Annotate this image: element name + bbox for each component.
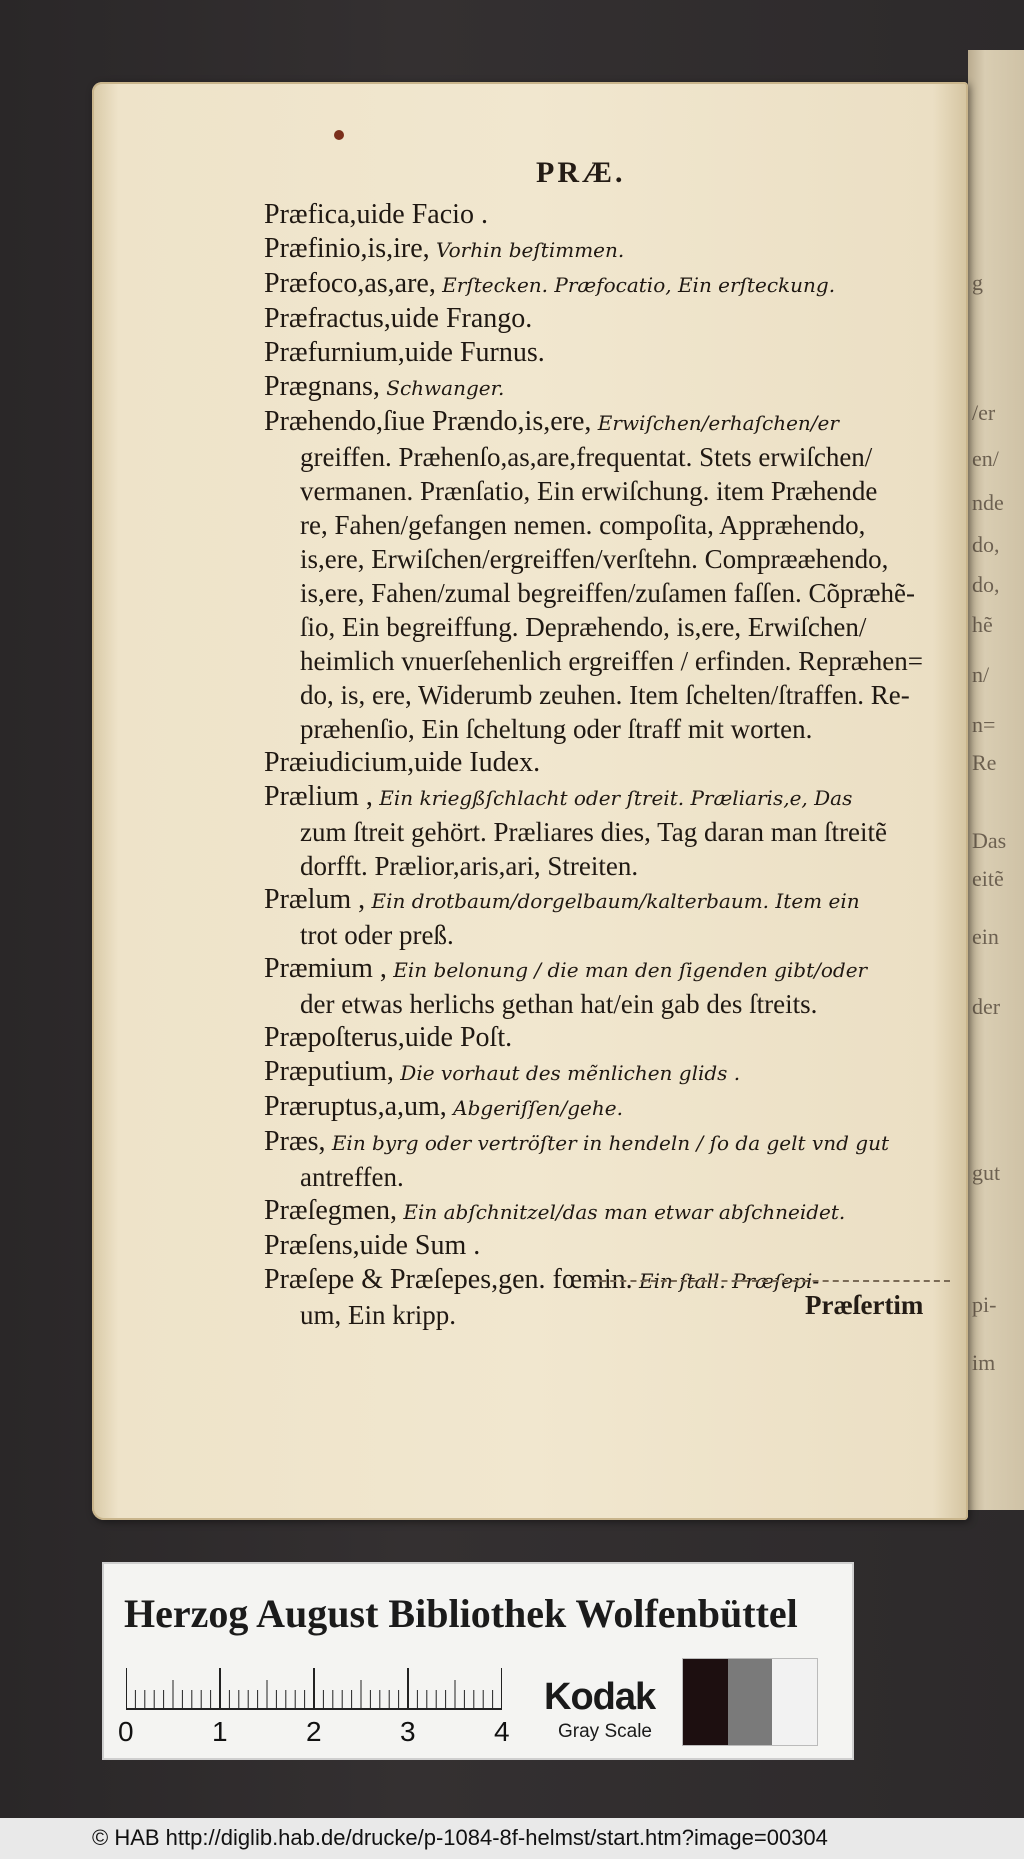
gray-swatch bbox=[772, 1659, 817, 1745]
entry-gloss: Vorhin beſtimmen. bbox=[429, 238, 625, 262]
dictionary-entry bbox=[264, 232, 954, 267]
ruler-number: 0 bbox=[118, 1716, 134, 1747]
entry-gloss: Erſtecken. Præfocatio, Ein erſteckung. bbox=[435, 273, 836, 297]
entry-lemma: Præfurnium,uide Furnus. bbox=[264, 337, 545, 368]
entry-continuation-line: præhenſio, Ein ſcheltung oder ſtraff mit worten. bbox=[300, 714, 813, 744]
entry-continuation-line: is,ere, Erwiſchen/ergreiffen/verſtehn. Comprææhendo, bbox=[300, 544, 889, 574]
dictionary-entry bbox=[264, 746, 954, 780]
entry-lemma: Præhendo,ſiue Prændo,is,ere, bbox=[264, 406, 592, 437]
dictionary-entry bbox=[264, 1055, 954, 1090]
entry-continuation-line: is,ere, Fahen/zumal begreiffen/zuſamen faſſen. Cõpræhẽ- bbox=[300, 578, 916, 608]
entry-continuation-line: um, Ein kripp. bbox=[300, 1300, 456, 1330]
library-name: Herzog August Bibliothek Wolfenbüttel bbox=[124, 1591, 798, 1636]
entry-gloss: Die vorhaut des mẽnlichen glids . bbox=[393, 1061, 741, 1085]
entry-gloss: Ein abſchnitzel/das man etwar abſchneidet. bbox=[397, 1200, 846, 1224]
entry-gloss: Ein drotbaum/dorgelbaum/kalterbaum. Item ein bbox=[365, 889, 860, 913]
ruler-number: 2 bbox=[306, 1716, 322, 1747]
entry-lemma: Præiudicium,uide Iudex. bbox=[264, 747, 541, 778]
entry-continuation-line: do, is, ere, Widerumb zeuhen. Item ſchelten/ſtraffen. Re- bbox=[300, 680, 910, 710]
ruler-numbers bbox=[118, 1716, 538, 1750]
entry-lemma: Præputium, bbox=[264, 1056, 394, 1087]
color-scale-card bbox=[102, 1562, 854, 1760]
entry-lemma: Prælium , bbox=[264, 781, 373, 812]
footer-url: © HAB http://diglib.hab.de/drucke/p-1084-8f-helmst/start.htm?image=00304 bbox=[92, 1825, 828, 1850]
ruler-number: 3 bbox=[400, 1716, 416, 1747]
entry-gloss: Schwanger. bbox=[379, 376, 505, 400]
entry-lemma: Præſens,uide Sum . bbox=[264, 1230, 481, 1261]
dictionary-entry bbox=[264, 302, 954, 336]
entry-lemma: Præfinio,is,ire, bbox=[264, 233, 430, 264]
entry-continuation-line: zum ſtreit gehört. Præliares dies, Tag daran man ſtreitẽ bbox=[300, 817, 887, 847]
entry-lemma: Præruptus,a,um, bbox=[264, 1091, 447, 1122]
ruler-number: 1 bbox=[212, 1716, 228, 1747]
entry-continuation-line: antreffen. bbox=[300, 1162, 404, 1192]
kodak-logo: Kodak bbox=[544, 1676, 656, 1718]
gray-swatch bbox=[683, 1659, 728, 1745]
dictionary-entry bbox=[264, 267, 954, 302]
entry-gloss: Ein byrg oder vertröſter in hendeln / ſo da gelt vnd gut bbox=[325, 1131, 889, 1155]
ruler-number: 4 bbox=[494, 1716, 510, 1747]
entry-lemma: Prælum , bbox=[264, 884, 366, 915]
entry-gloss: Erwiſchen/erhaſchen/er bbox=[591, 411, 839, 435]
dictionary-entry bbox=[264, 405, 954, 440]
entry-continuation-line: dorfft. Prælior,aris,ari, Streiten. bbox=[300, 851, 639, 881]
entry-gloss: Ein kriegßſchlacht oder ſtreit. Præliaris,e, Das bbox=[372, 786, 853, 810]
dictionary-entry bbox=[264, 780, 954, 815]
dictionary-entry bbox=[264, 952, 954, 987]
ruler-ticks bbox=[126, 1668, 502, 1710]
gray-scale-label: Gray Scale bbox=[558, 1721, 652, 1742]
entry-continuation-line: der etwas herlichs gethan hat/ein gab des ſtreits. bbox=[300, 989, 818, 1019]
dictionary-entry bbox=[264, 1090, 954, 1125]
entry-lemma: Prægnans, bbox=[264, 371, 380, 402]
running-head: PRÆ. bbox=[536, 156, 626, 189]
facing-page-edge: g /er en/ nde do, do, hẽ n/ n= Re Das eitẽ ein der gut pi- im bbox=[968, 50, 1024, 1510]
gray-swatches bbox=[682, 1658, 818, 1746]
entry-continuation-line: re, Fahen/gefangen nemen. compoſita, Appræhendo, bbox=[300, 510, 866, 540]
ink-stain bbox=[334, 130, 344, 140]
entry-lemma: Præfractus,uide Frango. bbox=[264, 303, 533, 334]
footer-bar bbox=[0, 1818, 1024, 1859]
dictionary-entry bbox=[264, 1021, 954, 1055]
dictionary-entry bbox=[264, 198, 954, 232]
dictionary-entry bbox=[264, 1229, 954, 1263]
dictionary-text bbox=[264, 198, 954, 1332]
entry-lemma: Præſegmen, bbox=[264, 1195, 397, 1226]
entry-lemma: Præſepe & Præſepes,gen. fœmin. bbox=[264, 1264, 633, 1295]
entry-gloss: Ein belonung / die man den ſigenden gibt/oder bbox=[386, 958, 868, 982]
entry-lemma: Præpoſterus,uide Poſt. bbox=[264, 1022, 513, 1053]
entry-continuation-line: trot oder preß. bbox=[300, 920, 454, 950]
entry-lemma: Præfoco,as,are, bbox=[264, 268, 436, 299]
entry-lemma: Præmium , bbox=[264, 953, 387, 984]
entry-continuation-line: heimlich vnuerſehenlich ergreiffen / erfinden. Repræhen= bbox=[300, 646, 924, 676]
dictionary-entry bbox=[264, 1125, 954, 1160]
entry-lemma: Præs, bbox=[264, 1126, 326, 1157]
entry-gloss: Abgeriſſen/gehe. bbox=[446, 1096, 623, 1120]
entry-continuation-line: greiffen. Præhenſo,as,are,frequentat. Stets erwiſchen/ bbox=[300, 442, 873, 472]
dictionary-entry bbox=[264, 1194, 954, 1229]
entry-continuation-line: vermanen. Prænſatio, Ein erwiſchung. item Præhende bbox=[300, 476, 878, 506]
gray-swatch bbox=[728, 1659, 773, 1745]
entry-lemma: Præfica,uide Facio . bbox=[264, 199, 488, 230]
catchword-rule bbox=[590, 1280, 950, 1282]
entry-gloss: Ein ſtall. Præſepi- bbox=[632, 1269, 820, 1293]
entry-continuation-line: ſio, Ein begreiffung. Depræhendo, is,ere, Erwiſchen/ bbox=[300, 612, 867, 642]
dictionary-entry bbox=[264, 336, 954, 370]
dictionary-entry bbox=[264, 883, 954, 918]
dictionary-entry bbox=[264, 370, 954, 405]
catchword: Præſertim bbox=[805, 1290, 924, 1320]
